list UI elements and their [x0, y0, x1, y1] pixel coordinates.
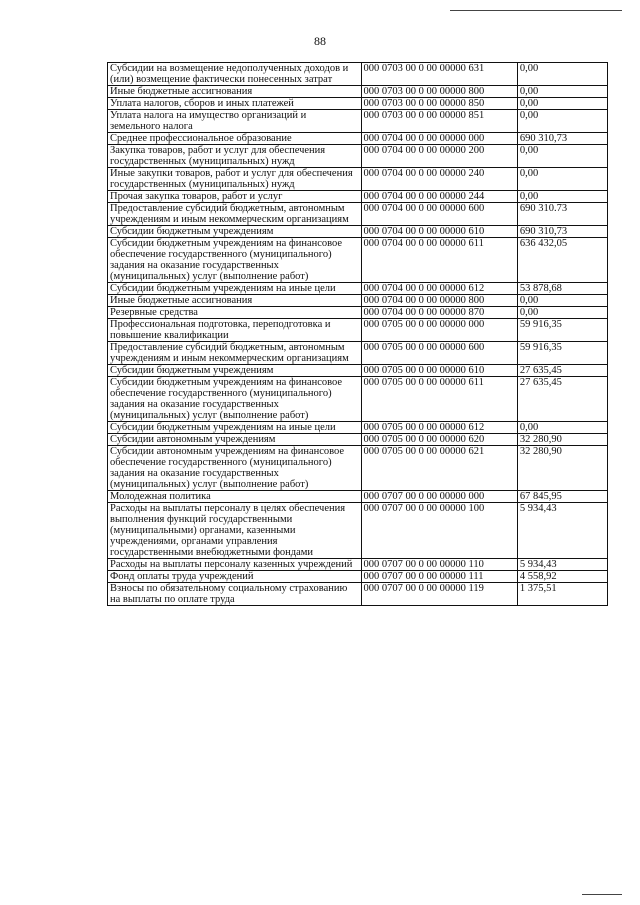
budget-code-cell: 000 0704 00 0 00 00000 611: [361, 238, 517, 283]
expense-name-cell: Субсидии бюджетным учреждениям: [108, 365, 362, 377]
table-row: [108, 86, 608, 98]
budget-code-cell: 000 0707 00 0 00 00000 111: [361, 571, 517, 583]
expense-name-cell: Взносы по обязательному социальному страхованию на выплаты по оплате труда: [108, 583, 362, 606]
budget-code-cell: 000 0705 00 0 00 00000 621: [361, 446, 517, 491]
expense-name-cell: Предоставление субсидий бюджетным, автономным учреждениям и иным некоммерческим организациям: [108, 342, 362, 365]
table-row: [108, 226, 608, 238]
table-row: [108, 283, 608, 295]
expense-name-cell: Фонд оплаты труда учреждений: [108, 571, 362, 583]
amount-cell: 0,00: [517, 63, 607, 86]
amount-cell: 32 280,90: [517, 446, 607, 491]
table-row: [108, 133, 608, 145]
table-row: [108, 145, 608, 168]
header-rule: [450, 10, 622, 11]
budget-code-cell: 000 0704 00 0 00 00000 800: [361, 295, 517, 307]
expense-name-cell: Субсидии бюджетным учреждениям на финансовое обеспечение государственного (муниципального) задания на оказание государственных (муниципальных) услуг (выполнение работ): [108, 377, 362, 422]
expense-name-cell: Резервные средства: [108, 307, 362, 319]
table-row: [108, 446, 608, 491]
expense-name-cell: Субсидии бюджетным учреждениям на иные цели: [108, 422, 362, 434]
budget-code-cell: 000 0704 00 0 00 00000 244: [361, 191, 517, 203]
table-row: [108, 110, 608, 133]
budget-code-cell: 000 0704 00 0 00 00000 240: [361, 168, 517, 191]
table-row: [108, 422, 608, 434]
budget-code-cell: 000 0704 00 0 00 00000 610: [361, 226, 517, 238]
expense-name-cell: Предоставление субсидий бюджетным, автономным учреждениям и иным некоммерческим организациям: [108, 203, 362, 226]
footer-rule: [582, 894, 622, 895]
budget-code-cell: 000 0705 00 0 00 00000 611: [361, 377, 517, 422]
amount-cell: 53 878,68: [517, 283, 607, 295]
table-row: [108, 503, 608, 559]
amount-cell: 0,00: [517, 98, 607, 110]
budget-code-cell: 000 0705 00 0 00 00000 612: [361, 422, 517, 434]
table-row: [108, 434, 608, 446]
budget-code-cell: 000 0705 00 0 00 00000 000: [361, 319, 517, 342]
amount-cell: 0,00: [517, 110, 607, 133]
table-row: [108, 583, 608, 606]
table-row: [108, 559, 608, 571]
table-row: [108, 295, 608, 307]
budget-table: [107, 62, 608, 606]
expense-name-cell: Иные бюджетные ассигнования: [108, 86, 362, 98]
amount-cell: 636 432,05: [517, 238, 607, 283]
table-row: [108, 191, 608, 203]
expense-name-cell: Субсидии бюджетным учреждениям: [108, 226, 362, 238]
expense-name-cell: Уплата налогов, сборов и иных платежей: [108, 98, 362, 110]
amount-cell: 5 934,43: [517, 503, 607, 559]
amount-cell: 0,00: [517, 145, 607, 168]
expense-name-cell: Расходы на выплаты персоналу в целях обеспечения выполнения функций государственными (муниципальными) органами, казенными учреждениями, органами управления государственными внебюджетными фондами: [108, 503, 362, 559]
expense-name-cell: Иные закупки товаров, работ и услуг для обеспечения государственных (муниципальных) нужд: [108, 168, 362, 191]
amount-cell: 0,00: [517, 191, 607, 203]
budget-code-cell: 000 0703 00 0 00 00000 631: [361, 63, 517, 86]
table-row: [108, 63, 608, 86]
expense-name-cell: Субсидии автономным учреждениям: [108, 434, 362, 446]
budget-code-cell: 000 0704 00 0 00 00000 612: [361, 283, 517, 295]
table-row: [108, 168, 608, 191]
expense-name-cell: Профессиональная подготовка, переподготовка и повышение квалификации: [108, 319, 362, 342]
budget-code-cell: 000 0705 00 0 00 00000 600: [361, 342, 517, 365]
amount-cell: 27 635,45: [517, 377, 607, 422]
table-row: [108, 203, 608, 226]
amount-cell: 690 310.73: [517, 203, 607, 226]
table-row: [108, 365, 608, 377]
amount-cell: 4 558,92: [517, 571, 607, 583]
expense-name-cell: Субсидии бюджетным учреждениям на иные цели: [108, 283, 362, 295]
budget-code-cell: 000 0707 00 0 00 00000 110: [361, 559, 517, 571]
expense-name-cell: Закупка товаров, работ и услуг для обеспечения государственных (муниципальных) нужд: [108, 145, 362, 168]
budget-code-cell: 000 0707 00 0 00 00000 100: [361, 503, 517, 559]
budget-code-cell: 000 0705 00 0 00 00000 620: [361, 434, 517, 446]
table-row: [108, 238, 608, 283]
budget-code-cell: 000 0707 00 0 00 00000 000: [361, 491, 517, 503]
budget-code-cell: 000 0704 00 0 00 00000 600: [361, 203, 517, 226]
amount-cell: 690 310,73: [517, 133, 607, 145]
budget-code-cell: 000 0703 00 0 00 00000 851: [361, 110, 517, 133]
expense-name-cell: Субсидии автономным учреждениям на финансовое обеспечение государственного (муниципального) задания на оказание государственных (муниципальных) услуг (выполнение работ): [108, 446, 362, 491]
budget-code-cell: 000 0703 00 0 00 00000 850: [361, 98, 517, 110]
amount-cell: 32 280,90: [517, 434, 607, 446]
amount-cell: 1 375,51: [517, 583, 607, 606]
amount-cell: 0,00: [517, 422, 607, 434]
amount-cell: 27 635,45: [517, 365, 607, 377]
expense-name-cell: Молодежная политика: [108, 491, 362, 503]
budget-code-cell: 000 0707 00 0 00 00000 119: [361, 583, 517, 606]
expense-name-cell: Прочая закупка товаров, работ и услуг: [108, 191, 362, 203]
budget-code-cell: 000 0704 00 0 00 00000 200: [361, 145, 517, 168]
expense-name-cell: Расходы на выплаты персоналу казенных учреждений: [108, 559, 362, 571]
budget-code-cell: 000 0703 00 0 00 00000 800: [361, 86, 517, 98]
page-number: 88: [314, 34, 326, 48]
amount-cell: 59 916,35: [517, 342, 607, 365]
table-row: [108, 571, 608, 583]
budget-code-cell: 000 0705 00 0 00 00000 610: [361, 365, 517, 377]
amount-cell: 5 934,43: [517, 559, 607, 571]
table-row: [108, 377, 608, 422]
amount-cell: 0,00: [517, 86, 607, 98]
expense-name-cell: Иные бюджетные ассигнования: [108, 295, 362, 307]
expense-name-cell: Субсидии на возмещение недополученных доходов и (или) возмещение фактически понесенных затрат: [108, 63, 362, 86]
amount-cell: 0,00: [517, 307, 607, 319]
amount-cell: 0,00: [517, 168, 607, 191]
table-row: [108, 342, 608, 365]
budget-code-cell: 000 0704 00 0 00 00000 000: [361, 133, 517, 145]
expense-name-cell: Уплата налога на имущество организаций и земельного налога: [108, 110, 362, 133]
table-row: [108, 98, 608, 110]
table-row: [108, 491, 608, 503]
table-row: [108, 307, 608, 319]
budget-table-body: [108, 63, 608, 606]
amount-cell: 0,00: [517, 295, 607, 307]
amount-cell: 690 310,73: [517, 226, 607, 238]
expense-name-cell: Среднее профессиональное образование: [108, 133, 362, 145]
expense-name-cell: Субсидии бюджетным учреждениям на финансовое обеспечение государственного (муниципального) задания на оказание государственных (муниципальных) услуг (выполнение работ): [108, 238, 362, 283]
table-row: [108, 319, 608, 342]
amount-cell: 59 916,35: [517, 319, 607, 342]
budget-code-cell: 000 0704 00 0 00 00000 870: [361, 307, 517, 319]
amount-cell: 67 845,95: [517, 491, 607, 503]
